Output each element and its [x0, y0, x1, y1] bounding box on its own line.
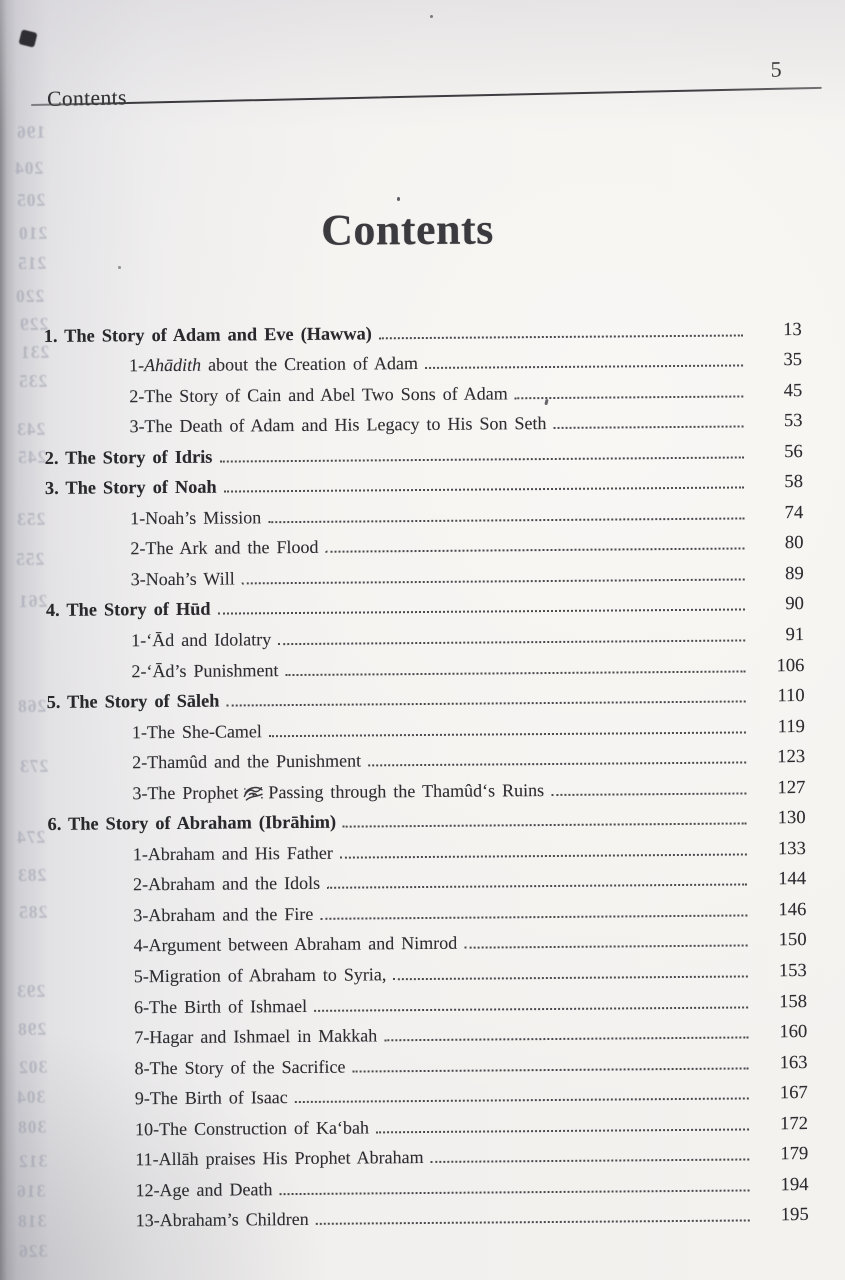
toc-leader-dots — [325, 548, 744, 553]
toc-entry-text: 5. The Story of Sāleh — [46, 690, 220, 713]
bleed-through-number: 304 — [15, 1086, 46, 1108]
toc-entry-label — [47, 691, 220, 713]
bleed-through-number: 298 — [16, 1018, 47, 1040]
toc-page-number: 123 — [777, 746, 806, 768]
toc-page-number: 160 — [779, 1021, 808, 1043]
toc-entry-label — [136, 1209, 309, 1231]
toc-leader-dots — [320, 914, 747, 919]
toc-leader-dots — [295, 1098, 749, 1104]
toc-page-number: 74 — [784, 501, 804, 523]
toc-entry-text: 6. The Story of Abraham (Ibrāhim) — [47, 811, 337, 835]
toc-page-number: 130 — [777, 807, 806, 829]
toc-leader-dots — [327, 884, 747, 889]
running-header-title: Contents — [46, 85, 127, 111]
toc-page-number: 90 — [785, 593, 805, 615]
toc-entry-text: 12-Age and Death — [135, 1179, 273, 1201]
toc-entry-label — [130, 507, 261, 529]
toc-entry-text: about the Creation of Adam — [200, 353, 419, 375]
bleed-through-number: 318 — [16, 1210, 47, 1232]
toc-page-number: 106 — [776, 654, 805, 676]
bleed-through-number: 293 — [15, 980, 46, 1002]
toc-entry-text: 1-‘Ād and Idolatry — [131, 629, 272, 651]
toc-page-number: 58 — [784, 471, 804, 493]
toc-page-number: 194 — [780, 1173, 809, 1196]
bleed-through-number: 204 — [13, 157, 44, 179]
toc-entry-label — [129, 383, 508, 407]
bleed-through-number: 229 — [18, 313, 49, 335]
toc-entry-text: 1-The She-Camel — [131, 720, 262, 742]
toc-leader-dots — [368, 762, 746, 767]
toc-entry-text: 2-The Ark and the Flood — [130, 537, 319, 559]
toc-entry-text: Passing through the Thamûd‘s Ruins — [268, 779, 545, 802]
toc-page-number: 150 — [778, 929, 807, 951]
bleed-through-number: 220 — [14, 285, 45, 307]
toc-entry-text: 7-Hagar and Ishmael in Makkah — [134, 1025, 378, 1048]
toc-entry-label — [131, 629, 271, 651]
bleed-through-number: 274 — [15, 826, 46, 848]
toc-leader-dots — [551, 792, 746, 796]
toc-page-number: 53 — [783, 410, 803, 432]
bleed-through-number: 245 — [16, 446, 47, 468]
toc-leader-dots — [278, 639, 745, 645]
toc-page-number: 133 — [777, 837, 806, 860]
bleed-through-number: 255 — [14, 548, 45, 570]
toc-entry-text: 1. The Story of Adam and Eve (Hawwa) — [43, 322, 372, 346]
toc-entry-label — [132, 780, 544, 804]
toc-entry-text: 9-The Birth of Isaac — [134, 1087, 288, 1109]
toc-leader-dots — [376, 1128, 749, 1133]
toc-entry-text: 2-Abraham and the Idols — [133, 873, 321, 895]
toc-entry-label — [134, 1056, 345, 1079]
toc-entry-text: 6-The Birth of Ishmael — [134, 995, 308, 1017]
toc-entry-text: 2. The Story of Idris — [44, 446, 213, 468]
toc-leader-dots — [268, 517, 744, 523]
toc-page-number: 179 — [780, 1143, 809, 1165]
toc-leader-dots — [393, 975, 748, 980]
toc-entry-text: 3. The Story of Noah — [44, 476, 217, 499]
page-number: 5 — [770, 56, 782, 82]
toc-entry-text: 4. The Story of Hūd — [45, 599, 211, 621]
toc-entry-text: 3-Abraham and the Fire — [133, 903, 314, 926]
toc-entry-text: 3-Noah’s Will — [130, 568, 235, 590]
toc-entry-text: 11-Allāh praises His Prophet Abraham — [135, 1147, 424, 1170]
toc-leader-dots — [285, 670, 745, 676]
toc-page-number: 13 — [783, 318, 802, 340]
toc-page-number: 35 — [783, 349, 803, 371]
toc-entry-label — [134, 964, 387, 987]
toc-leader-dots — [219, 456, 743, 462]
toc-leader-dots — [226, 701, 745, 707]
toc-page-number: 80 — [784, 532, 804, 554]
toc-entry-text: 13-Abraham’s Children — [135, 1209, 309, 1231]
toc-page-number: 89 — [785, 562, 804, 585]
toc-leader-dots — [316, 1220, 750, 1225]
toc-entry-label — [48, 812, 337, 835]
toc-entry-label — [135, 1117, 369, 1140]
toc-entry-text: Ahādith — [143, 354, 202, 376]
toc-leader-dots — [218, 609, 745, 615]
toc-leader-dots — [515, 395, 744, 399]
toc-entry-text: 4-Argument between Abraham and Nimrod — [133, 933, 458, 956]
toc-page-number: 146 — [778, 898, 807, 921]
toc-entry-label — [44, 323, 372, 347]
toc-entry-label — [132, 721, 262, 743]
toc-page-number: 91 — [785, 624, 805, 646]
bleed-through-number: 302 — [17, 1056, 48, 1078]
toc-entry-row — [51, 1198, 809, 1234]
toc-entry-text: 10-The Construction of Ka‘bah — [134, 1117, 370, 1140]
toc-entry-label — [135, 1179, 272, 1201]
toc-leader-dots — [464, 945, 747, 949]
toc-leader-dots — [425, 365, 743, 369]
toc-page-number: 56 — [784, 440, 803, 462]
toc-page-number: 119 — [777, 715, 805, 737]
toc-entry-label — [130, 537, 318, 559]
toc-leader-dots — [279, 1189, 749, 1195]
toc-entry-label — [133, 904, 313, 926]
toc-entry-label — [134, 933, 458, 957]
toc-page-number: 172 — [780, 1112, 809, 1134]
bleed-through-number: 196 — [15, 121, 46, 143]
toc-page-number: 153 — [778, 960, 807, 982]
toc-entry-text: 2-The Story of Cain and Abel Two Sons of Adam — [129, 382, 508, 406]
bleed-through-number: 235 — [17, 370, 48, 392]
bleed-through-number: 253 — [15, 508, 46, 530]
bleed-through-number: 210 — [17, 222, 48, 244]
toc-page-number: 158 — [779, 990, 808, 1012]
toc-leader-dots — [343, 823, 747, 828]
toc-entry-text: 1-Noah’s Mission — [130, 507, 262, 529]
toc-entry-label — [134, 996, 307, 1018]
toc-page-number: 195 — [780, 1204, 809, 1226]
page-title: Contents — [320, 204, 495, 255]
toc-entry-label — [129, 413, 546, 437]
toc-page-number: 127 — [777, 776, 806, 798]
toc-leader-dots — [353, 1067, 749, 1072]
toc-leader-dots — [379, 334, 743, 339]
bleed-through-number: 308 — [16, 1116, 47, 1138]
toc-entry-label — [132, 751, 361, 774]
toc-entry-text: 2-Thamûd and the Punishment — [132, 750, 362, 773]
toc-entry-label — [131, 660, 278, 682]
toc-leader-dots — [269, 731, 746, 737]
toc-entry-label — [135, 1087, 288, 1109]
toc-leader-dots — [224, 487, 744, 493]
toc-page-number: 110 — [777, 685, 805, 707]
bleed-through-number: 268 — [16, 695, 47, 717]
toc-leader-dots — [340, 853, 747, 858]
toc-page-number: 144 — [778, 868, 807, 890]
toc-leader-dots — [314, 1006, 748, 1011]
bleed-through-number: 261 — [17, 590, 48, 612]
bleed-through-number: 326 — [17, 1240, 48, 1262]
toc-page-number: 45 — [783, 379, 803, 401]
bleed-through-number: 205 — [15, 189, 46, 211]
toc-page-number: 167 — [779, 1082, 808, 1104]
toc-entry-label — [129, 353, 418, 376]
bleed-through-number: 316 — [15, 1180, 46, 1202]
toc-entry-text: 1- — [128, 355, 145, 376]
bleed-through-number: 285 — [17, 901, 48, 923]
toc-leader-dots — [384, 1037, 748, 1042]
toc-leader-dots — [553, 426, 743, 429]
toc-entry-label — [134, 1025, 377, 1048]
toc-entry-text: 3-The Death of Adam and His Legacy to His Son Seth — [129, 413, 547, 437]
bleed-through-number: 312 — [17, 1150, 48, 1172]
bleed-through-number: 273 — [18, 755, 49, 777]
bleed-through-number: 215 — [16, 252, 47, 274]
toc-entry-label — [131, 568, 235, 590]
toc-entry-label — [46, 599, 211, 621]
toc-entry-label — [45, 446, 213, 468]
bleed-through-number: 243 — [15, 418, 46, 440]
toc-entry-text: 5-Migration of Abraham to Syria, — [133, 964, 387, 987]
toc-entry-label — [133, 873, 320, 895]
toc-entry-label — [133, 843, 333, 866]
toc-page-number: 163 — [779, 1051, 808, 1073]
toc-entry-label — [135, 1147, 423, 1170]
toc-entry-text: 2-‘Ād’s Punishment — [131, 659, 279, 681]
prophet-honorific-icon — [241, 783, 265, 802]
toc-leader-dots — [431, 1159, 750, 1164]
bleed-through-number: 283 — [16, 864, 47, 886]
table-of-contents — [44, 312, 809, 1234]
toc-entry-text: 3-The Prophet — [132, 782, 239, 804]
toc-leader-dots — [242, 578, 745, 584]
toc-entry-text: 8-The Story of the Sacrifice — [134, 1056, 346, 1078]
bleed-through-number: 231 — [19, 341, 50, 363]
toc-entry-label — [45, 477, 217, 499]
toc-entry-text: 1-Abraham and His Father — [132, 842, 333, 865]
